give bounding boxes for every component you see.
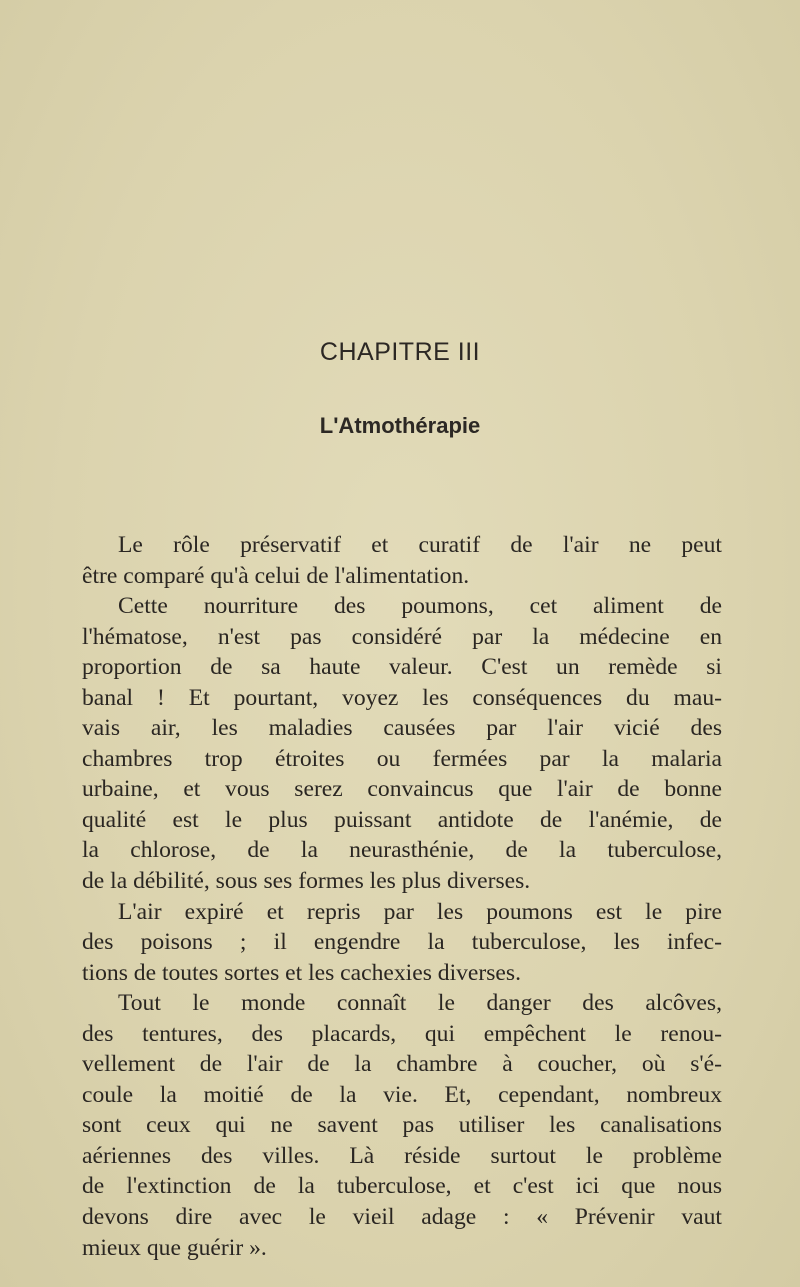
text-line: sont ceux qui ne savent pas utiliser les canalisations xyxy=(82,1112,722,1139)
text-line: des tentures, des placards, qui empêchent le renou- xyxy=(82,1020,722,1047)
section-title: L'Atmothérapie xyxy=(319,413,481,438)
text-line: vais air, les maladies causées par l'air vicié des xyxy=(82,715,722,742)
text-line: banal ! Et pourtant, voyez les conséquences du mau- xyxy=(82,684,722,711)
chapter-title: CHAPITRE III xyxy=(319,338,481,366)
text-line: des poisons ; il engendre la tuberculose, les infec- xyxy=(82,929,722,956)
text-line: vellement de l'air de la chambre à coucher, où s'é- xyxy=(82,1051,722,1078)
text-line: chambres trop étroites ou fermées par la malaria xyxy=(82,745,722,772)
text-line: de la débilité, sous ses formes les plus diverses. xyxy=(82,868,531,895)
text-line: urbaine, et vous serez convaincus que l'air de bonne xyxy=(82,776,722,803)
text-line: aériennes des villes. Là réside surtout le problème xyxy=(82,1142,722,1169)
text-line: Le rôle préservatif et curatif de l'air ne peut xyxy=(118,532,722,558)
text-line: l'hématose, n'est pas considéré par la médecine en xyxy=(82,623,722,650)
text-line: devons dire avec le vieil adage : « Prévenir vaut xyxy=(82,1204,722,1231)
text-line: tions de toutes sortes et les cachexies diverses. xyxy=(82,959,521,986)
body-text xyxy=(82,530,722,1263)
text-line: L'air expiré et repris par les poumons est le pire xyxy=(118,898,722,925)
text-line: qualité est le plus puissant antidote de l'anémie, de xyxy=(82,806,722,833)
text-line: de l'extinction de la tuberculose, et c'est ici que nous xyxy=(82,1173,722,1200)
text-line: être comparé qu'à celui de l'alimentation. xyxy=(82,562,470,589)
text-line: coule la moitié de la vie. Et, cependant, nombreux xyxy=(82,1081,722,1108)
text-line: proportion de sa haute valeur. C'est un remède si xyxy=(82,654,722,681)
text-line: la chlorose, de la neurasthénie, de la tuberculose, xyxy=(82,837,722,864)
text-line: Tout le monde connaît le danger des alcôves, xyxy=(118,990,722,1017)
text-line: Cette nourriture des poumons, cet aliment de xyxy=(118,593,722,620)
text-line: mieux que guérir ». xyxy=(82,1234,267,1261)
